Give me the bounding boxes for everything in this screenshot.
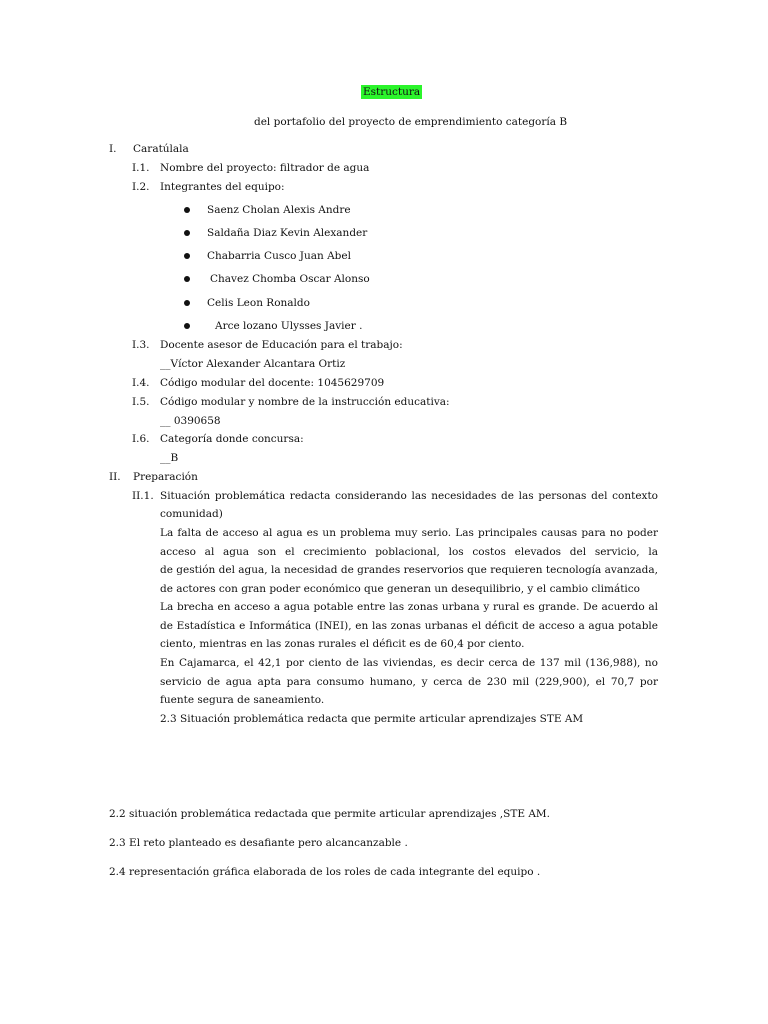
body-line: La falta de acceso al agua es un problema muy serio. Las principales causas para no poder [160, 527, 658, 539]
section-heading: Caratúlala [133, 143, 189, 155]
category-label: Categoría donde concursa: [160, 433, 304, 445]
body-line: 2.3 Situación problemática redacta que permite articular aprendizajes STE AM [160, 713, 584, 725]
footer-item: 2.4 representación gráfica elaborada de los roles de cada integrante del equipo . [109, 866, 541, 878]
document-subtitle: del portafolio del proyecto de emprendimiento categoría B [254, 116, 568, 128]
section-number: I. [109, 143, 117, 155]
item-number: I.3. [132, 339, 150, 351]
bullet-icon [184, 253, 190, 259]
body-line: de Estadística e Informática (INEI), en las zonas urbanas el déficit de acceso a agua potable [160, 620, 658, 632]
bullet-icon [184, 230, 190, 236]
footer-item: 2.3 El reto planteado es desafiante pero alcancanzable . [109, 837, 408, 849]
body-line: fuente segura de saneamiento. [160, 694, 325, 706]
institution-label: Código modular y nombre de la instrucción educativa: [160, 396, 450, 408]
project-name: Nombre del proyecto: filtrador de agua [160, 162, 370, 174]
document-title [361, 86, 422, 99]
member-item: Celis Leon Ronaldo [207, 297, 310, 309]
member-item: Saldaña Diaz Kevin Alexander [207, 227, 368, 239]
body-line: comunidad) [160, 508, 223, 520]
member-item: Arce lozano Ulysses Javier . [215, 320, 363, 332]
bullet-icon [184, 323, 190, 329]
institution-code: __ 0390658 [160, 415, 221, 427]
body-line: ciento, mientras en las zonas rurales el déficit es de 60,4 por ciento. [160, 638, 525, 650]
advisor-label: Docente asesor de Educación para el trabajo: [160, 339, 403, 351]
section-number: II. [109, 471, 121, 483]
bullet-icon [184, 276, 190, 282]
teacher-code: Código modular del docente: 1045629709 [160, 377, 385, 389]
category-value: __B [160, 452, 179, 464]
bullet-icon [184, 300, 190, 306]
team-members-label: Integrantes del equipo: [160, 181, 285, 193]
body-line: de gestión del agua, la necesidad de grandes reservorios que requieren tecnología avanzada, [160, 564, 658, 576]
body-line: La brecha en acceso a agua potable entre las zonas urbana y rural es grande. De acuerdo al [160, 601, 658, 613]
body-line: En Cajamarca, el 42,1 por ciento de las viviendas, es decir cerca de 137 mil (136,988), no [160, 657, 658, 669]
bullet-icon [184, 207, 190, 213]
item-number: I.2. [132, 181, 150, 193]
item-number: II.1. [132, 490, 154, 502]
member-item: Saenz Cholan Alexis Andre [207, 204, 351, 216]
member-item: Chabarria Cusco Juan Abel [207, 250, 351, 262]
body-line: servicio de agua apta para consumo humano, y cerca de 230 mil (229,900), el 70,7 por [160, 676, 658, 688]
item-number: I.4. [132, 377, 150, 389]
title-highlight: Estructura [363, 86, 421, 98]
item-number: I.5. [132, 396, 150, 408]
body-line: de actores con gran poder económico que generan un desequilibrio, y el cambio climático [160, 583, 640, 595]
body-line: Situación problemática redacta considerando las necesidades de las personas del contexto [160, 490, 658, 502]
item-number: I.1. [132, 162, 150, 174]
section-heading: Preparación [133, 471, 198, 483]
member-item: Chavez Chomba Oscar Alonso [210, 273, 370, 285]
body-line: acceso al agua son el crecimiento poblacional, los costos elevados del servicio, la [160, 546, 658, 558]
item-number: I.6. [132, 433, 150, 445]
footer-item: 2.2 situación problemática redactada que permite articular aprendizajes ,STE AM. [109, 808, 551, 820]
advisor-name: __Víctor Alexander Alcantara Ortiz [160, 358, 346, 370]
